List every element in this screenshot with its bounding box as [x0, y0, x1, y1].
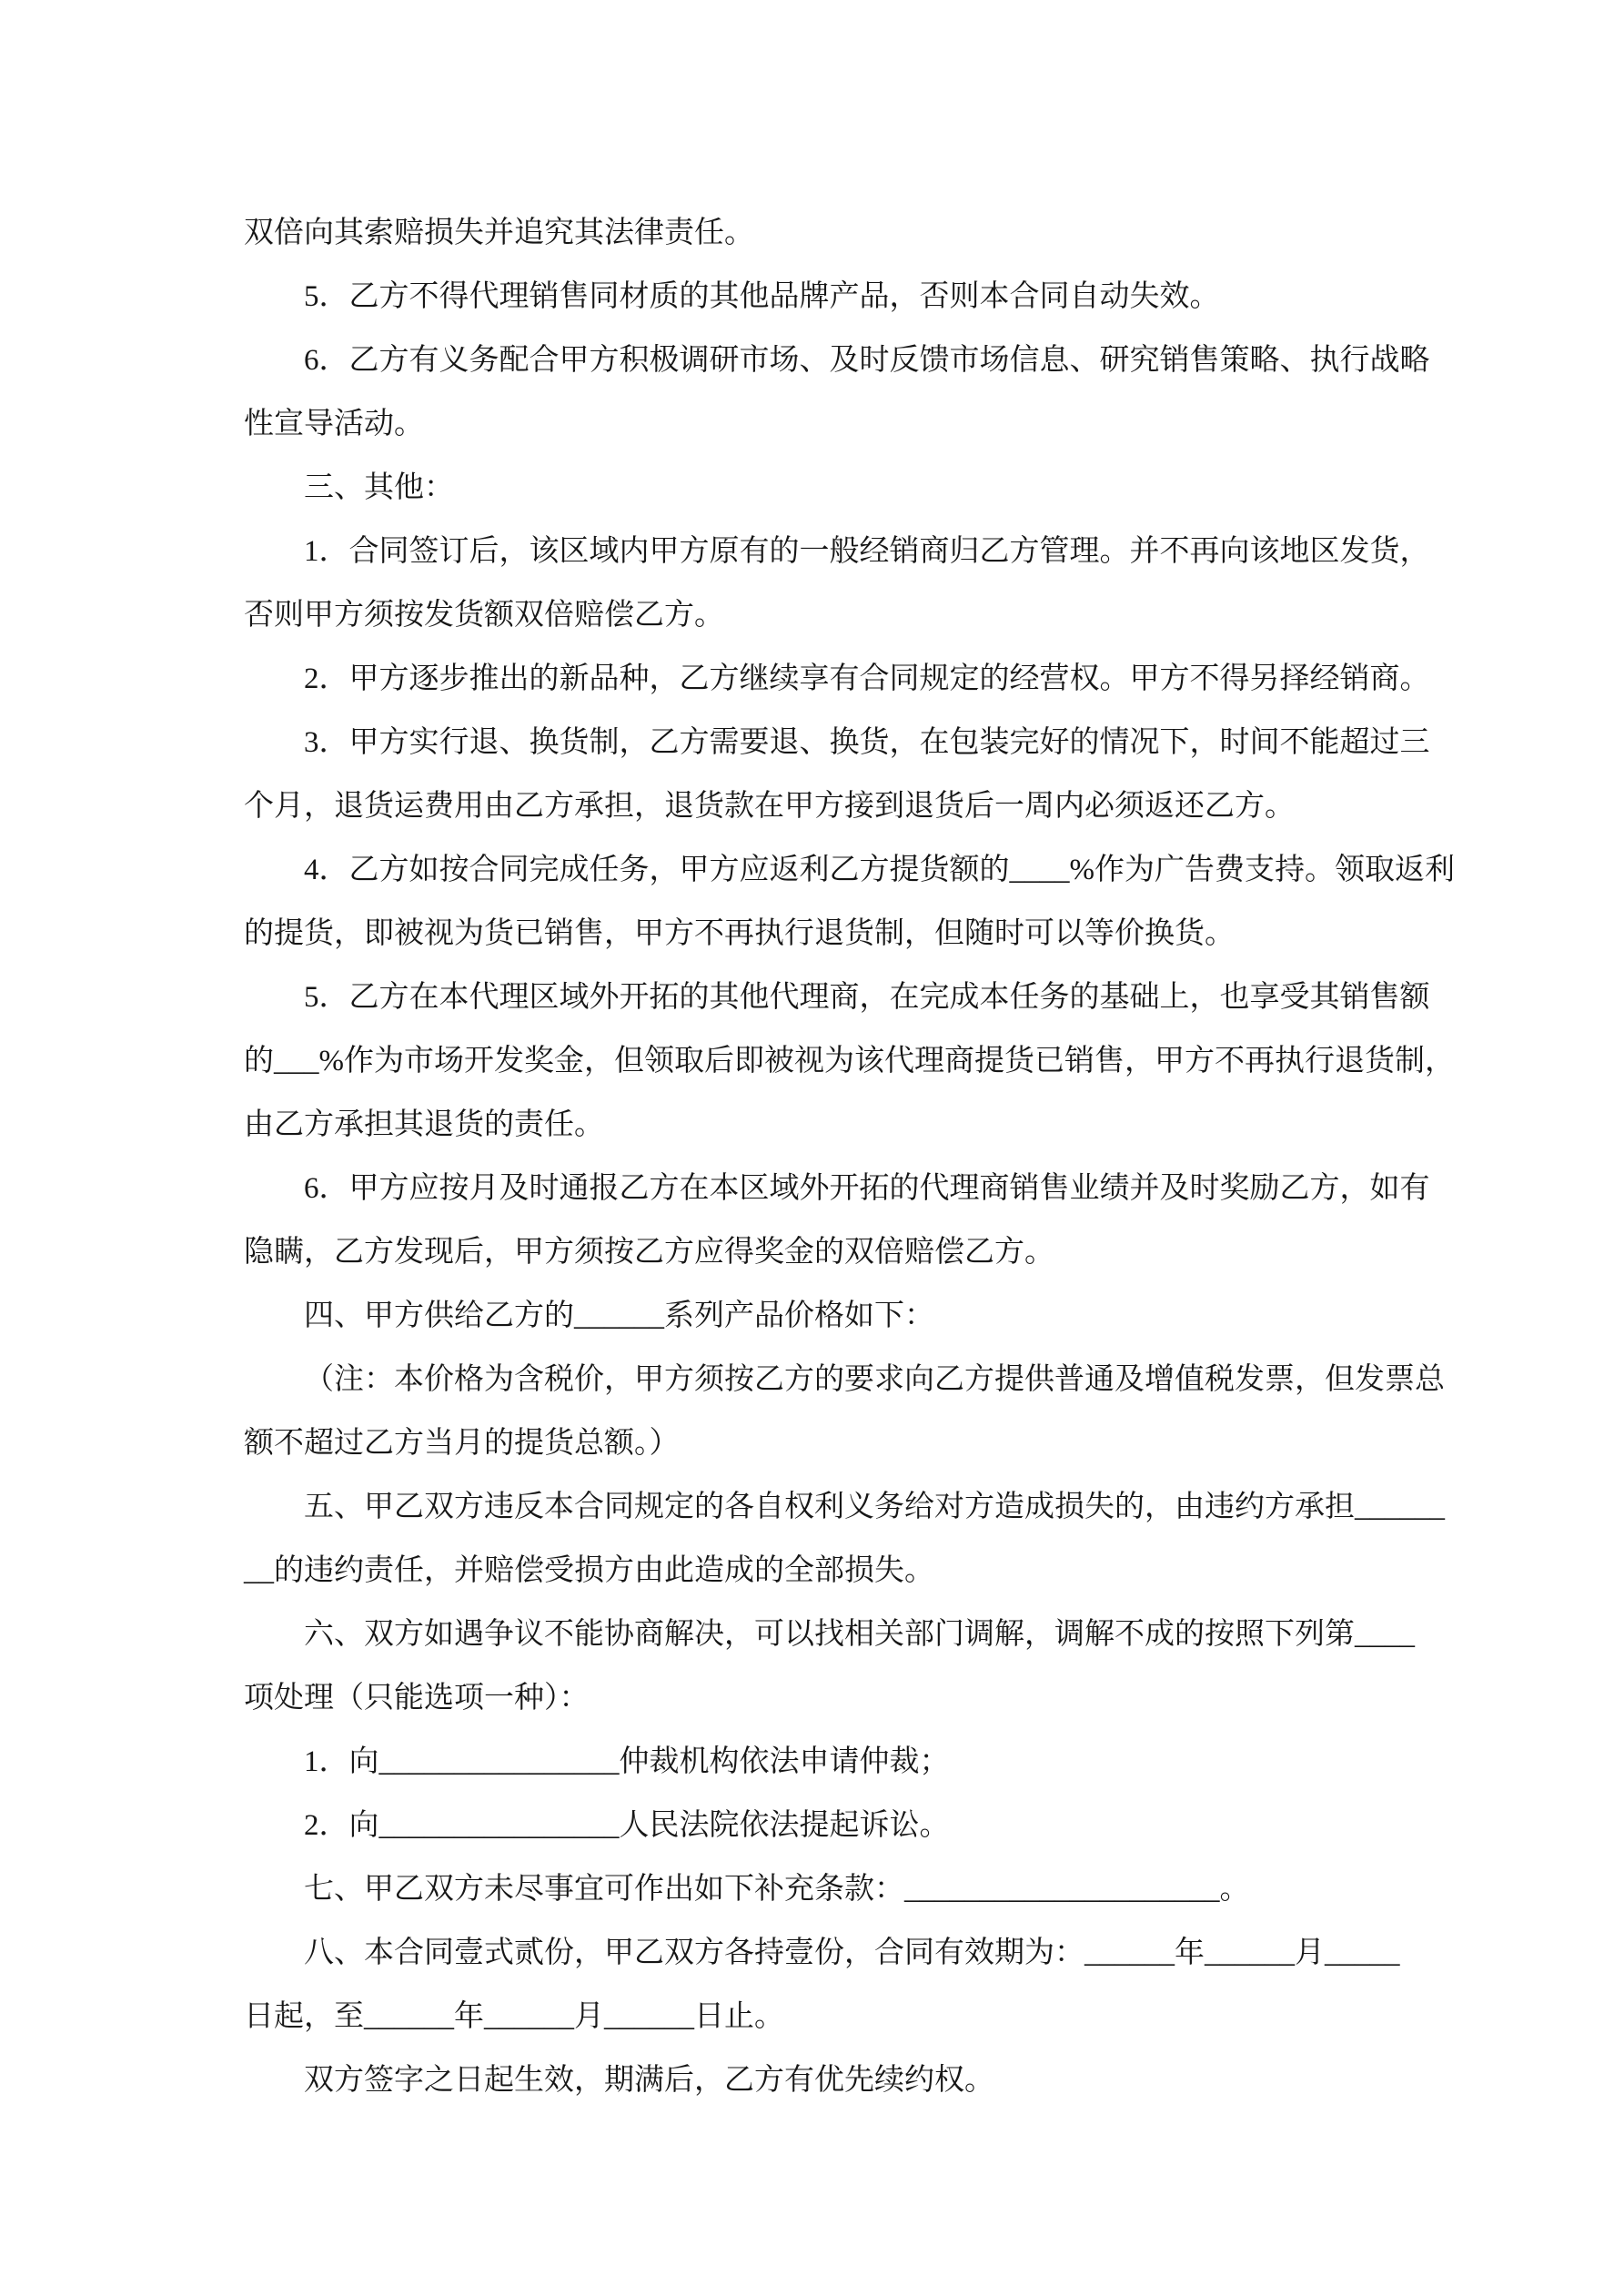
text-line: 八、本合同壹式贰份，甲乙双方各持壹份，合同有效期为：______年______月_____ [304, 1937, 1400, 1969]
text-line: 性宣导活动。 [244, 408, 424, 440]
text-line: 五、甲乙双方违反本合同规定的各自权利义务给对方造成损失的，由违约方承担______ [304, 1491, 1445, 1523]
text-line: 6．甲方应按月及时通报乙方在本区域外开拓的代理商销售业绩并及时奖励乙方，如有 [304, 1172, 1430, 1205]
text-line: 额不超过乙方当月的提货总额。） [244, 1427, 680, 1460]
text-line: 6．乙方有义务配合甲方积极调研市场、及时反馈市场信息、研究销售策略、执行战略 [304, 344, 1430, 377]
text-line: 2．甲方逐步推出的新品种，乙方继续享有合同规定的经营权。甲方不得另择经销商。 [304, 663, 1430, 695]
text-line: 4．乙方如按合同完成任务，甲方应返利乙方提货额的____%作为广告费支持。领取返利 [304, 854, 1455, 886]
text-line: 的___%作为市场开发奖金，但领取后即被视为该代理商提货已销售，甲方不再执行退货制， [244, 1045, 1455, 1077]
text-line: 否则甲方须按发货额双倍赔偿乙方。 [244, 599, 724, 632]
document-body [244, 201, 1455, 2112]
text-line: 四、甲方供给乙方的______系列产品价格如下： [304, 1300, 934, 1332]
text-line: 个月，退货运费用由乙方承担，退货款在甲方接到退货后一周内必须返还乙方。 [244, 790, 1295, 823]
text-line: 3．甲方实行退、换货制，乙方需要退、换货，在包装完好的情况下，时间不能超过三 [304, 726, 1430, 759]
text-line: 三、其他： [304, 471, 454, 504]
text-line: 双方签字之日起生效，期满后，乙方有优先续约权。 [304, 2064, 994, 2097]
text-line: 1．向________________仲裁机构依法申请仲裁； [304, 1745, 950, 1778]
text-line: __的违约责任，并赔偿受损方由此造成的全部损失。 [244, 1554, 934, 1587]
text-line: 1．合同签订后，该区域内甲方原有的一般经销商归乙方管理。并不再向该地区发货， [304, 535, 1430, 568]
text-line: 项处理（只能选项一种）： [244, 1682, 590, 1714]
text-line: 5．乙方在本代理区域外开拓的其他代理商，在完成本任务的基础上，也享受其销售额 [304, 981, 1430, 1014]
text-line: （注：本价格为含税价，甲方须按乙方的要求向乙方提供普通及增值税发票，但发票总 [304, 1363, 1445, 1396]
text-line: 5．乙方不得代理销售同材质的其他品牌产品，否则本合同自动失效。 [304, 280, 1220, 313]
text-line: 六、双方如遇争议不能协商解决，可以找相关部门调解，调解不成的按照下列第____ [304, 1618, 1415, 1651]
text-line: 日起，至______年______月______日止。 [244, 2000, 784, 2033]
text-line: 2．向________________人民法院依法提起诉讼。 [304, 1809, 950, 1842]
text-line: 七、甲乙双方未尽事宜可作出如下补充条款：_____________________。 [304, 1873, 1250, 1906]
text-line: 隐瞒，乙方发现后，甲方须按乙方应得奖金的双倍赔偿乙方。 [244, 1236, 1054, 1269]
text-line: 由乙方承担其退货的责任。 [244, 1108, 604, 1141]
text-line: 双倍向其索赔损失并追究其法律责任。 [244, 217, 754, 249]
text-line: 的提货，即被视为货已销售，甲方不再执行退货制，但随时可以等价换货。 [244, 917, 1235, 950]
